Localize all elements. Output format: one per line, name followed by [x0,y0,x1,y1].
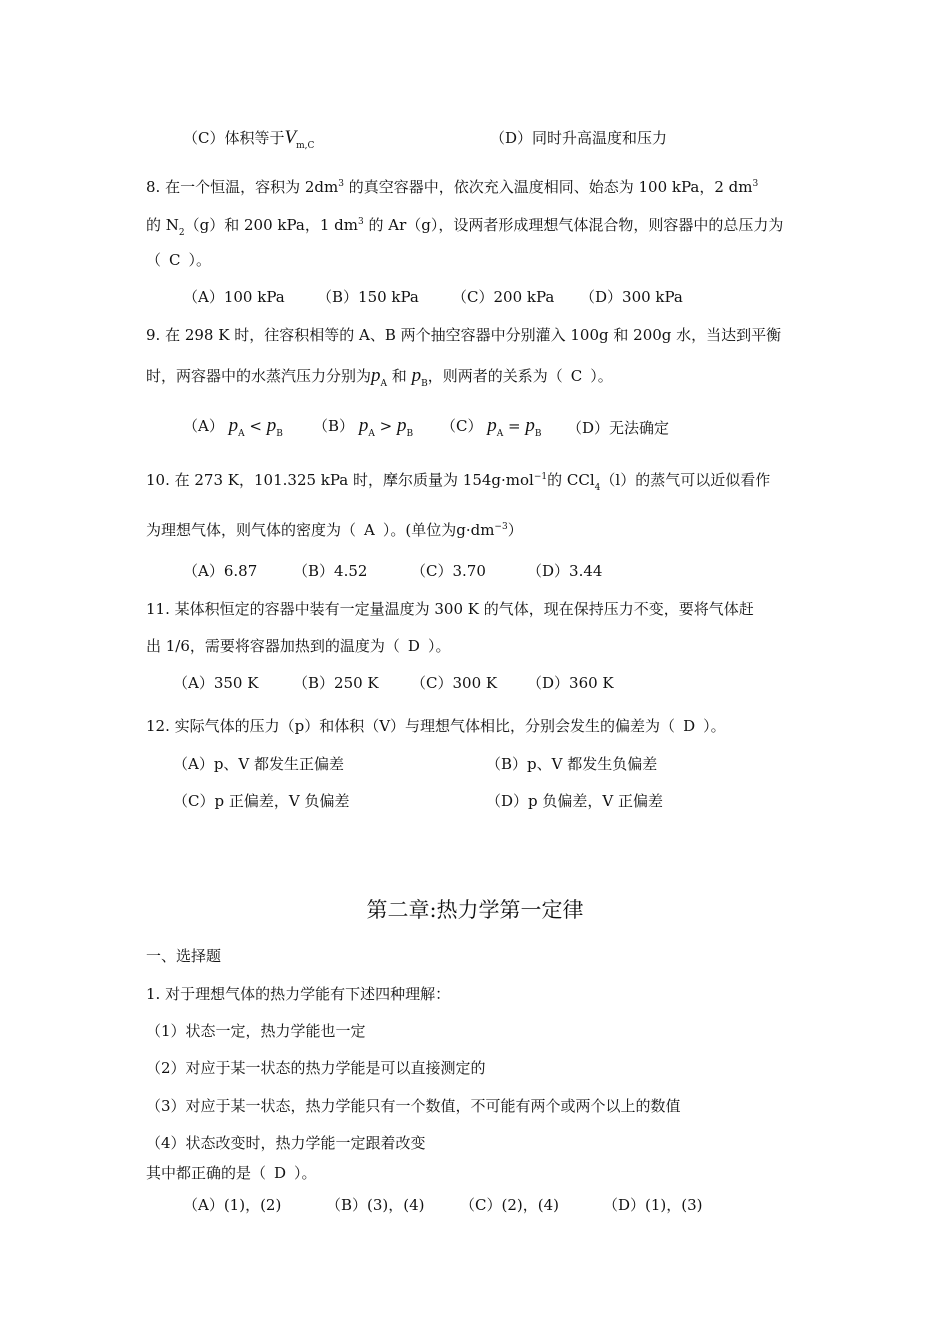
pressure-symbol: p [396,415,407,436]
q8-text: 的 Ar（g），设两者形成理想气体混合物，则容器中的总压力为 [363,216,784,234]
q11-option: （A）350 K [173,674,259,692]
relation-symbol: < [249,417,262,435]
q9-text: 和 [391,367,407,385]
subscript: B [276,429,283,439]
pressure-symbol: p [228,415,239,436]
superscript: −1 [533,472,548,482]
q8-line-3 [146,250,211,270]
subscript: B [406,429,414,439]
pressure-symbol: p [266,415,277,436]
q9-text: ，则两者的关系为（ [427,367,563,385]
chapter-title: 第二章:热力学第一定律 [366,898,584,922]
q11-text: ）。 [427,637,451,655]
subscript: A [496,429,504,439]
q12-option-a: （A）p、V 都发生正偏差 [173,755,345,773]
option-label: （B） [313,417,355,435]
pressure-symbol: p [487,415,497,436]
q11-option: （C）300 K [411,674,498,692]
q7-option-c [183,128,314,156]
subscript: B [534,429,542,439]
q8-answer: C [169,251,181,269]
q10-text: ） [507,521,523,539]
chapter-q1-answer-line [146,1163,317,1183]
q12-line-1 [146,716,726,736]
unit: g·dm [456,521,495,539]
chapter-q1-option: （A）(1)，(2) [183,1196,282,1214]
q12-text: 12. 实际气体的压力（p）和体积（V）与理想气体相比，分别会发生的偏差为（ [146,717,676,735]
section-heading: 一、选择题 [146,947,222,965]
q9-option-c [441,416,542,444]
q8-text: ）。 [188,251,212,269]
q7-variable-v: V [284,127,297,148]
q11-text: 出 1/6，需要将容器加热到的温度为（ [146,637,400,655]
q8-text: 8. 在一个恒温，容积为 2dm [146,178,339,196]
option-label: （A） [183,417,224,435]
chapter-q1-option: （C）(2)，(4) [460,1196,559,1214]
pressure-symbol: p [411,365,422,386]
q8-text: （g）和 200 kPa，1 dm [184,216,358,234]
subscript: A [368,429,375,439]
chapter-q1-option: （B）(3)，(4) [326,1196,425,1214]
chapter-text: ）。 [294,1164,317,1182]
q11-line-1: 11. 某体积恒定的容器中装有一定量温度为 300 K 的气体，现在保持压力不变，要将气体赶 [146,600,754,618]
q8-line-2 [146,212,783,243]
q8-text: 的 N [146,216,179,234]
q8-option: （B）150 kPa [317,288,419,306]
chapter-q1-item: （3）对应于某一状态，热力学能只有一个数值，不可能有两个或两个以上的数值 [146,1097,681,1115]
q12-option-c: （C）p 正偏差，V 负偏差 [173,792,350,810]
q9-option-d: （D）无法确定 [567,419,670,437]
chapter-text: 其中都正确的是（ [146,1164,267,1182]
superscript: −3 [494,522,508,532]
q9-option-b [313,416,413,444]
q10-text: 的 CCl [547,471,595,489]
q8-text: （ [146,251,162,269]
q10-line-1 [146,467,770,498]
unit: g·mol [491,471,534,489]
chapter-q1-option: （D）(1)，(3) [603,1196,703,1214]
q12-answer: D [683,717,696,735]
q8-text: 的真空容器中，依次充入温度相同、始态为 100 kPa，2 dm [343,178,753,196]
q11-option: （D）360 K [527,674,614,692]
chapter-q1-item: （4）状态改变时，热力学能一定跟着改变 [146,1134,426,1152]
q8-option: （C）200 kPa [452,288,555,306]
option-label: （C） [441,417,483,435]
q8-line-1 [146,174,758,197]
relation-symbol: = [508,417,521,435]
q10-text: ）。(单位为 [382,521,457,539]
q10-option: （B）4.52 [293,562,368,580]
subscript: 4 [594,483,601,493]
q12-option-d: （D）p 负偏差，V 正偏差 [486,792,663,810]
q11-line-2 [146,636,450,656]
subscript: A [238,429,245,439]
q9-answer: C [570,367,583,385]
q10-answer: A [364,521,375,539]
q12-option-b: （B）p、V 都发生负偏差 [486,755,658,773]
subscript: B [421,379,428,389]
q8-option: （D）300 kPa [580,288,683,306]
q11-answer: D [407,637,420,655]
subscript: 2 [178,228,185,238]
subscript: A [380,379,388,389]
q7-variable-sub: m,C [296,141,315,151]
relation-symbol: > [379,417,393,435]
q12-text: ）。 [703,717,726,735]
q10-line-2 [146,517,523,540]
chapter-q1-item: （2）对应于某一状态的热力学能是可以直接测定的 [146,1059,486,1077]
q7-option-c-text: （C）体积等于 [183,129,285,147]
chapter-q1-answer: D [274,1164,287,1182]
q9-line-1: 9. 在 298 K 时，往容积相等的 A、B 两个抽空容器中分别灌入 100g 和 200g 水，当达到平衡 [146,326,782,344]
q11-option: （B）250 K [293,674,379,692]
q10-option: （A）6.87 [183,562,258,580]
superscript: 3 [338,179,344,189]
q10-text: 10. 在 273 K，101.325 kPa 时，摩尔质量为 154 [146,471,492,489]
superscript: 3 [358,217,364,227]
pressure-symbol: p [525,415,535,436]
q10-option: （D）3.44 [527,562,603,580]
superscript: 3 [752,179,759,189]
pressure-symbol: p [358,415,369,436]
q10-text: 为理想气体，则气体的密度为（ [146,521,357,539]
q9-option-a [183,416,283,444]
q10-option: （C）3.70 [411,562,486,580]
q8-option: （A）100 kPa [183,288,285,306]
q9-text: ）。 [590,367,613,385]
q9-text: 时，两容器中的水蒸汽压力分别为 [146,367,372,385]
q7-option-d: （D）同时升高温度和压力 [490,129,668,147]
chapter-q1-item: （1）状态一定，热力学能也一定 [146,1022,366,1040]
q9-line-2 [146,366,613,394]
chapter-q1: 1. 对于理想气体的热力学能有下述四种理解： [146,985,451,1003]
pressure-symbol: p [371,365,381,386]
q10-text: （l）的蒸气可以近似看作 [600,471,771,489]
